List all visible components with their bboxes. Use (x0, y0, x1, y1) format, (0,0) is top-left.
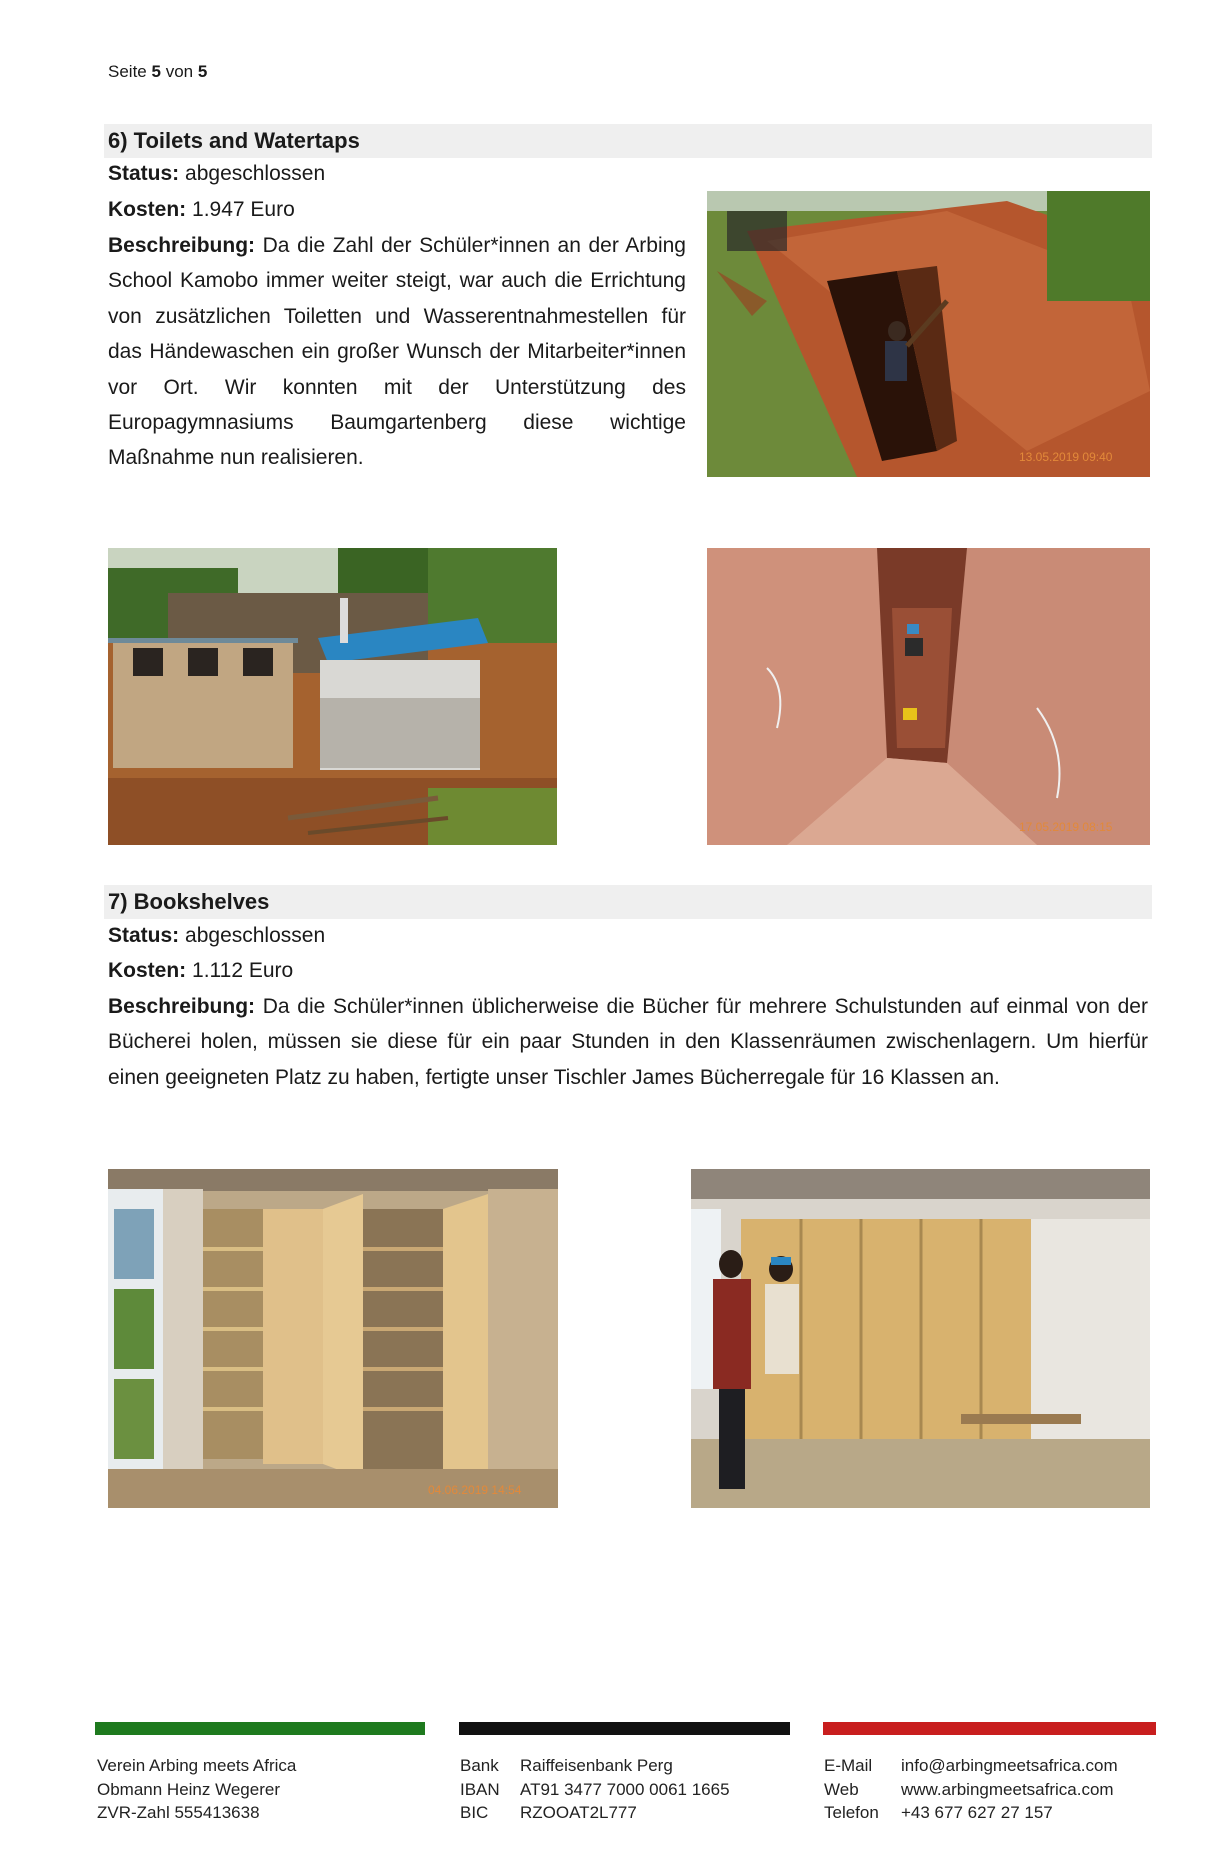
footer-iban-value: AT91 3477 7000 0061 1665 (520, 1779, 730, 1799)
footer-email-key: E-Mail (824, 1756, 873, 1775)
cost-value: 1.947 Euro (192, 198, 295, 221)
section-6-description (108, 228, 686, 476)
footer-bank-key: Bank (460, 1756, 499, 1775)
description-label: Beschreibung: (108, 234, 256, 257)
section-6-heading: 6) Toilets and Watertaps (104, 124, 1152, 158)
footer-bic-value: RZOOAT2L777 (520, 1803, 637, 1822)
page-prefix: Seite (108, 62, 147, 81)
footer-association (97, 1754, 296, 1825)
footer-chairman: Obmann Heinz Wegerer (97, 1779, 280, 1799)
footer-phone-value: +43 677 627 27 157 (901, 1803, 1053, 1822)
status-value: abgeschlossen (185, 162, 326, 185)
footer-web-link[interactable]: www.arbingmeetsafrica.com (901, 1779, 1114, 1799)
description-text: Da die Schüler*innen üblicherweise die Bücher für mehrere Schulstunden auf einmal von der Bücherei holen, müssen sie diese für ein paar Stunden in den Klassenräumen zwischenlagern. Um hierfür einen geeigneten Platz zu haben, fertigte unser Tischler James Bücherregale für 16 Klassen an. (108, 995, 1148, 1089)
section-7-status (108, 924, 325, 948)
footer-contact (824, 1754, 1118, 1825)
footer-bar-black (459, 1722, 790, 1735)
status-label: Status: (108, 162, 180, 185)
section-7-heading: 7) Bookshelves (104, 885, 1152, 919)
footer-iban-key: IBAN (460, 1779, 500, 1799)
photo-toilet-block (108, 548, 557, 845)
footer-zvr: ZVR-Zahl 555413638 (97, 1803, 260, 1822)
footer-bic-key: BIC (460, 1803, 489, 1822)
page-current: 5 (151, 62, 161, 81)
photo-trench-digging (707, 191, 1150, 477)
footer-web-key: Web (824, 1779, 859, 1799)
cost-label: Kosten: (108, 959, 187, 982)
description-label: Beschreibung: (108, 995, 256, 1018)
section-7-cost (108, 959, 293, 983)
page-of: von (165, 62, 194, 81)
footer-association-name: Verein Arbing meets Africa (97, 1756, 297, 1775)
cost-value: 1.112 Euro (192, 959, 294, 982)
photo-timestamp: 13.05.2019 09:40 (1019, 450, 1113, 464)
section-7-description (108, 989, 1148, 1095)
photo-timestamp: 04.06.2019 14:54 (428, 1483, 522, 1497)
photo-deep-pit (707, 548, 1150, 845)
cost-label: Kosten: (108, 198, 187, 221)
section-6-status (108, 162, 325, 186)
section-6-cost (108, 198, 295, 222)
footer-bar-red (823, 1722, 1156, 1735)
status-label: Status: (108, 924, 180, 947)
description-text: Da die Zahl der Schüler*innen an der Arbing School Kamobo immer weiter steigt, war auch die Errichtung von zusätzlichen Toiletten und Wasserentnahmestellen für das Händewaschen ein großer Wunsch der Mitarbeiter*innen vor Ort. Wir konnten mit der Unterstützung des Europagymnasiums Baumgartenberg diese wichtige Maßnahme nun realisieren. (108, 234, 686, 470)
footer-email-link[interactable]: info@arbingmeetsafrica.com (901, 1756, 1118, 1775)
photo-bookshelves-closed (691, 1169, 1150, 1508)
footer-bank-value: Raiffeisenbank Perg (520, 1756, 673, 1775)
photo-bookshelves-open (108, 1169, 558, 1508)
status-value: abgeschlossen (185, 924, 326, 947)
footer-bank (460, 1754, 730, 1825)
footer-phone-key: Telefon (824, 1803, 879, 1822)
footer-bar-green (95, 1722, 425, 1735)
page-total: 5 (197, 62, 208, 81)
photo-timestamp: 17.05.2019 08:15 (1019, 820, 1113, 834)
page-number (108, 62, 207, 82)
